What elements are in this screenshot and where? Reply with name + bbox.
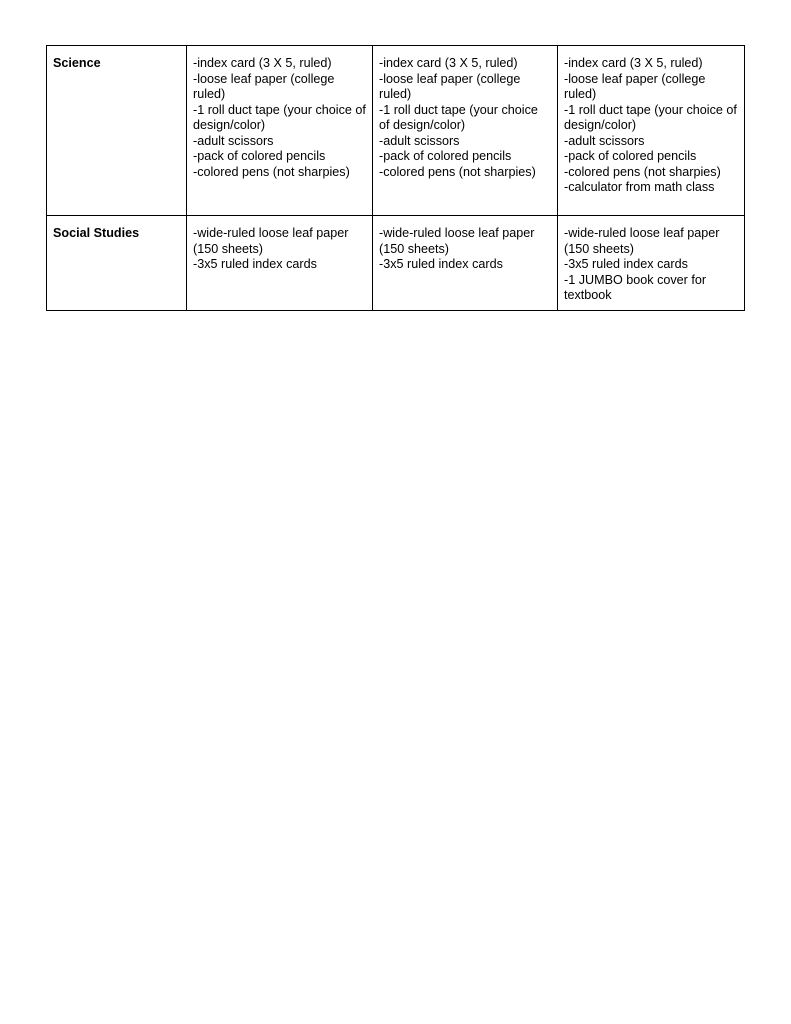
supply-item: -calculator from math class	[564, 180, 715, 194]
supply-item: -wide-ruled loose leaf paper (150 sheets)	[379, 226, 535, 256]
supply-cell	[187, 216, 373, 311]
supply-item: -3x5 ruled index cards	[379, 257, 503, 271]
supply-item: -loose leaf paper (college ruled)	[379, 71, 521, 101]
supply-item: -index card (3 X 5, ruled)	[379, 56, 518, 70]
supply-item: -index card (3 X 5, ruled)	[193, 56, 332, 70]
supply-item: -1 roll duct tape (your choice of design/color)	[193, 102, 366, 132]
supply-item: -adult scissors	[379, 133, 460, 148]
supply-item: -loose leaf paper (college ruled)	[193, 71, 335, 101]
subject-cell: Science	[47, 46, 187, 216]
supply-item: -adult scissors	[564, 133, 645, 148]
supply-item: -1 roll duct tape (your choice of design/color)	[564, 102, 737, 132]
table-row-social-studies	[47, 216, 745, 311]
supply-item: -3x5 ruled index cards	[564, 257, 688, 271]
supply-list-table	[46, 45, 745, 311]
supply-item: -loose leaf paper (college ruled)	[564, 71, 706, 101]
table-row-science	[47, 46, 745, 216]
supply-cell	[373, 216, 558, 311]
supply-item: -pack of colored pencils	[379, 149, 512, 163]
supply-item: -wide-ruled loose leaf paper (150 sheets)	[564, 226, 720, 256]
supply-item: -pack of colored pencils	[193, 149, 326, 163]
supply-item: -colored pens (not sharpies)	[379, 164, 536, 179]
supply-item: -pack of colored pencils	[564, 149, 697, 163]
supply-item: -index card (3 X 5, ruled)	[564, 56, 703, 70]
supply-item: -3x5 ruled index cards	[193, 257, 317, 271]
subject-cell: Social Studies	[47, 216, 187, 311]
supply-cell	[558, 216, 745, 311]
supply-cell	[187, 46, 373, 216]
supply-item: -1 roll duct tape (your choice of design/color)	[379, 102, 538, 132]
supply-item: -1 JUMBO book cover for textbook	[564, 272, 707, 302]
supply-item: -adult scissors	[193, 133, 274, 148]
supply-item: -colored pens (not sharpies)	[193, 164, 350, 179]
supply-item: -wide-ruled loose leaf paper (150 sheets)	[193, 226, 349, 256]
supply-cell	[373, 46, 558, 216]
supply-item: -colored pens (not sharpies)	[564, 164, 721, 179]
supply-cell	[558, 46, 745, 216]
